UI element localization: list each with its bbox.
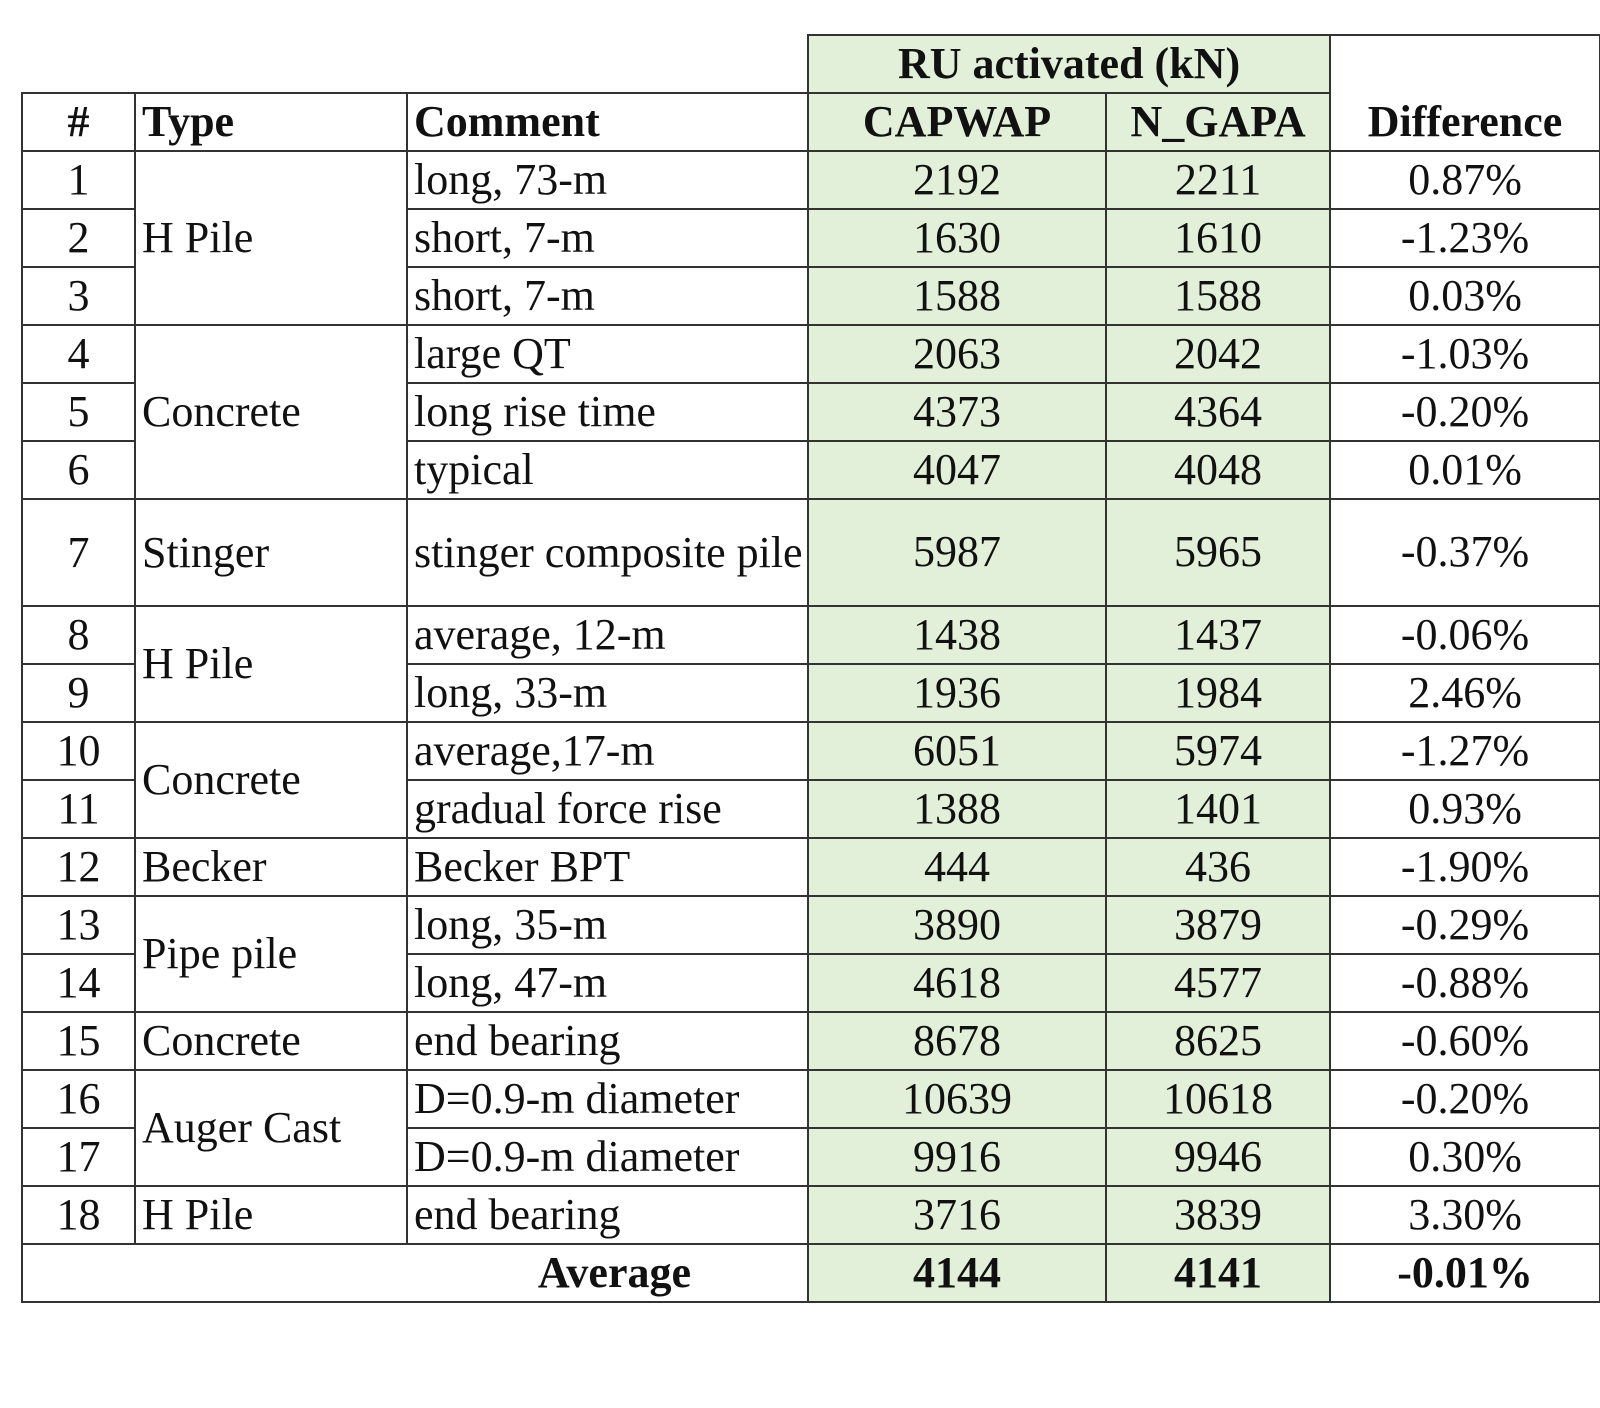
table-row — [22, 722, 1600, 780]
average-label: Average — [22, 1244, 808, 1302]
table-row — [22, 1012, 1600, 1070]
comment-cell: Becker BPT — [407, 838, 808, 896]
row-number: 17 — [22, 1128, 135, 1186]
difference-cell: -1.27% — [1330, 722, 1600, 780]
type-cell: Concrete — [135, 1012, 407, 1070]
type-cell: Concrete — [135, 722, 407, 838]
type-cell: Stinger — [135, 499, 407, 606]
comment-cell: long, 35-m — [407, 896, 808, 954]
col-header-ngapa: N_GAPA — [1106, 93, 1330, 151]
difference-cell: 0.93% — [1330, 780, 1600, 838]
capwap-cell: 5987 — [808, 499, 1106, 606]
difference-cell: 0.30% — [1330, 1128, 1600, 1186]
table-row — [22, 896, 1600, 954]
capwap-cell: 9916 — [808, 1128, 1106, 1186]
difference-cell: -1.23% — [1330, 209, 1600, 267]
capwap-cell: 1388 — [808, 780, 1106, 838]
comment-cell: long, 73-m — [407, 151, 808, 209]
capwap-cell: 10639 — [808, 1070, 1106, 1128]
capwap-cell: 8678 — [808, 1012, 1106, 1070]
row-number: 15 — [22, 1012, 135, 1070]
ngapa-cell: 2042 — [1106, 325, 1330, 383]
ngapa-cell: 1401 — [1106, 780, 1330, 838]
comment-cell: short, 7-m — [407, 209, 808, 267]
table-row — [22, 606, 1600, 664]
row-number: 14 — [22, 954, 135, 1012]
difference-cell: -0.29% — [1330, 896, 1600, 954]
capwap-cell: 4047 — [808, 441, 1106, 499]
row-number: 11 — [22, 780, 135, 838]
ngapa-cell: 1984 — [1106, 664, 1330, 722]
row-number: 3 — [22, 267, 135, 325]
col-header-comment: Comment — [407, 93, 808, 151]
ngapa-cell: 5974 — [1106, 722, 1330, 780]
ngapa-cell: 3879 — [1106, 896, 1330, 954]
row-number: 12 — [22, 838, 135, 896]
col-header-num: # — [22, 93, 135, 151]
comment-cell: long, 33-m — [407, 664, 808, 722]
capwap-cell: 2192 — [808, 151, 1106, 209]
ngapa-cell: 436 — [1106, 838, 1330, 896]
capwap-cell: 4618 — [808, 954, 1106, 1012]
type-cell: Pipe pile — [135, 896, 407, 1012]
table-row — [22, 325, 1600, 383]
average-ngapa: 4141 — [1106, 1244, 1330, 1302]
col-header-difference: Difference — [1330, 93, 1600, 151]
ru-activated-header: RU activated (kN) — [808, 35, 1330, 93]
ngapa-cell: 1610 — [1106, 209, 1330, 267]
row-number: 10 — [22, 722, 135, 780]
row-number: 18 — [22, 1186, 135, 1244]
type-cell: Concrete — [135, 325, 407, 499]
comment-cell: short, 7-m — [407, 267, 808, 325]
ngapa-cell: 4364 — [1106, 383, 1330, 441]
capwap-cell: 2063 — [808, 325, 1106, 383]
pile-capacity-table — [21, 34, 1600, 1303]
ngapa-cell: 8625 — [1106, 1012, 1330, 1070]
capwap-cell: 1588 — [808, 267, 1106, 325]
capwap-cell: 1630 — [808, 209, 1106, 267]
row-number: 2 — [22, 209, 135, 267]
ngapa-cell: 3839 — [1106, 1186, 1330, 1244]
difference-cell: 0.03% — [1330, 267, 1600, 325]
header-empty-cell — [1330, 35, 1600, 93]
ngapa-cell: 5965 — [1106, 499, 1330, 606]
comment-cell: D=0.9-m diameter — [407, 1128, 808, 1186]
comment-cell: average,17-m — [407, 722, 808, 780]
difference-cell: -0.37% — [1330, 499, 1600, 606]
difference-cell: -0.20% — [1330, 1070, 1600, 1128]
header-spacer — [22, 35, 808, 93]
average-row — [22, 1244, 1600, 1302]
average-difference: -0.01% — [1330, 1244, 1600, 1302]
row-number: 7 — [22, 499, 135, 606]
difference-cell: -0.20% — [1330, 383, 1600, 441]
capwap-cell: 4373 — [808, 383, 1106, 441]
comment-cell: end bearing — [407, 1012, 808, 1070]
comment-cell: end bearing — [407, 1186, 808, 1244]
difference-cell: 3.30% — [1330, 1186, 1600, 1244]
row-number: 8 — [22, 606, 135, 664]
capwap-cell: 6051 — [808, 722, 1106, 780]
row-number: 13 — [22, 896, 135, 954]
comment-cell: D=0.9-m diameter — [407, 1070, 808, 1128]
type-cell: Becker — [135, 838, 407, 896]
type-cell: H Pile — [135, 151, 407, 325]
table-row — [22, 1186, 1600, 1244]
difference-cell: -0.60% — [1330, 1012, 1600, 1070]
difference-cell: 0.01% — [1330, 441, 1600, 499]
comment-cell: long, 47-m — [407, 954, 808, 1012]
comment-cell: gradual force rise — [407, 780, 808, 838]
type-cell: H Pile — [135, 1186, 407, 1244]
ngapa-cell: 1588 — [1106, 267, 1330, 325]
comment-cell: long rise time — [407, 383, 808, 441]
row-number: 9 — [22, 664, 135, 722]
ngapa-cell: 9946 — [1106, 1128, 1330, 1186]
difference-cell: 0.87% — [1330, 151, 1600, 209]
comment-cell: typical — [407, 441, 808, 499]
difference-cell: -1.90% — [1330, 838, 1600, 896]
ngapa-cell: 4577 — [1106, 954, 1330, 1012]
capwap-cell: 1936 — [808, 664, 1106, 722]
difference-cell: -1.03% — [1330, 325, 1600, 383]
row-number: 16 — [22, 1070, 135, 1128]
table-row — [22, 1070, 1600, 1128]
ngapa-cell: 2211 — [1106, 151, 1330, 209]
table-row — [22, 838, 1600, 896]
ngapa-cell: 10618 — [1106, 1070, 1330, 1128]
row-number: 4 — [22, 325, 135, 383]
comment-cell: large QT — [407, 325, 808, 383]
col-header-type: Type — [135, 93, 407, 151]
difference-cell: -0.06% — [1330, 606, 1600, 664]
row-number: 5 — [22, 383, 135, 441]
table-row — [22, 499, 1600, 606]
capwap-cell: 1438 — [808, 606, 1106, 664]
capwap-cell: 3716 — [808, 1186, 1106, 1244]
group-header-row — [22, 35, 1600, 93]
col-header-capwap: CAPWAP — [808, 93, 1106, 151]
row-number: 1 — [22, 151, 135, 209]
type-cell: H Pile — [135, 606, 407, 722]
column-header-row — [22, 93, 1600, 151]
difference-cell: -0.88% — [1330, 954, 1600, 1012]
type-cell: Auger Cast — [135, 1070, 407, 1186]
average-capwap: 4144 — [808, 1244, 1106, 1302]
row-number: 6 — [22, 441, 135, 499]
ngapa-cell: 1437 — [1106, 606, 1330, 664]
comment-cell: average, 12-m — [407, 606, 808, 664]
comment-cell: stinger composite pile — [407, 499, 808, 606]
capwap-cell: 444 — [808, 838, 1106, 896]
ngapa-cell: 4048 — [1106, 441, 1330, 499]
difference-cell: 2.46% — [1330, 664, 1600, 722]
capwap-cell: 3890 — [808, 896, 1106, 954]
table-row — [22, 151, 1600, 209]
